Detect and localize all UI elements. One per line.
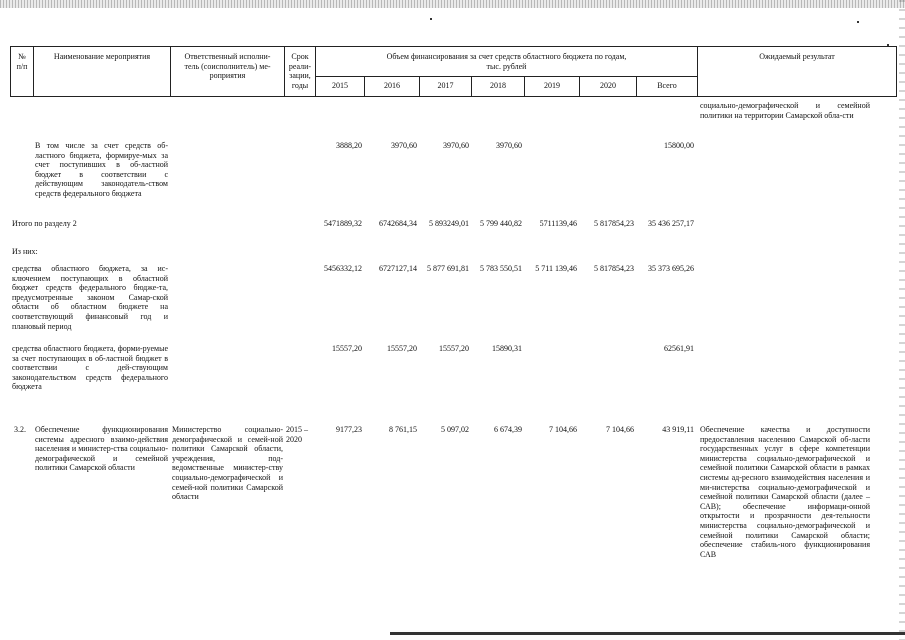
header-col-number: № п/п bbox=[16, 52, 28, 71]
row-total-section2-total: 35 436 257,17 bbox=[648, 219, 694, 228]
row-regional-federal-2015: 15557,20 bbox=[332, 344, 362, 353]
row-total-section2-2017: 5 893249,01 bbox=[429, 219, 469, 228]
row-of-which-label: Из них: bbox=[12, 247, 38, 256]
scan-noise-right bbox=[899, 0, 905, 640]
header-col-term: Срок реали- зации, годы bbox=[288, 52, 312, 90]
item32-2018: 6 674,39 bbox=[494, 425, 522, 434]
scan-speck bbox=[857, 21, 859, 23]
item32-name: Обеспечение функционирования системы адресного взаимо-действия населения и министер-ства социально-демографической и семейной политики Самарской области bbox=[35, 425, 168, 473]
row-regional-excl-name: средства областного бюджета, за ис-ключением поступающих в областной бюджет средств федерального бюдже-та, предусмотренные законом Самар-ской области об областном бюджете на соответствующий финансовый год и плановый период bbox=[12, 264, 168, 331]
row-total-section2-name: Итого по разделу 2 bbox=[12, 219, 77, 228]
header-year-2016: 2016 bbox=[384, 81, 400, 90]
item32-responsible: Министерство социально-демографической и семей-ной политики Самарской области, учреждения, под-ведомственные министер-ству социально-демографической и семей-ной политики Самарской области bbox=[172, 425, 283, 502]
row-regional-federal-2017: 15557,20 bbox=[439, 344, 469, 353]
header-year-2020: 2020 bbox=[600, 81, 616, 90]
scan-noise-top bbox=[0, 0, 905, 8]
row-incl-federal-2018: 3970,60 bbox=[496, 141, 522, 150]
item32-2016: 8 761,15 bbox=[389, 425, 417, 434]
row-regional-excl-2017: 5 877 691,81 bbox=[427, 264, 469, 273]
header-year-2018: 2018 bbox=[490, 81, 506, 90]
item32-2020: 7 104,66 bbox=[606, 425, 634, 434]
item32-2015: 9177,23 bbox=[336, 425, 362, 434]
header-col-responsible: Ответственный исполни- тель (соисполнитель) ме- роприятия bbox=[184, 52, 271, 81]
row-regional-federal-2018: 15890,31 bbox=[492, 344, 522, 353]
row-regional-federal-name: средства областного бюджета, форми-руемые за счет поступающих в об-ластной бюджет в соответствии с дей-ствующим законодательством средств федерального бюджета bbox=[12, 344, 168, 392]
row-total-section2-2020: 5 817854,23 bbox=[594, 219, 634, 228]
row-regional-excl-total: 35 373 695,26 bbox=[648, 264, 694, 273]
item32-2017: 5 097,02 bbox=[441, 425, 469, 434]
row-regional-excl-2019: 5 711 139,46 bbox=[535, 264, 577, 273]
scan-noise-bottom bbox=[390, 632, 905, 635]
row-incl-federal-total: 15800,00 bbox=[664, 141, 694, 150]
row-regional-federal-2016: 15557,20 bbox=[387, 344, 417, 353]
header-year-2019: 2019 bbox=[544, 81, 560, 90]
row-regional-excl-2020: 5 817854,23 bbox=[594, 264, 634, 273]
row-regional-excl-2015: 5456332,12 bbox=[324, 264, 362, 273]
row-regional-excl-2016: 6727127,14 bbox=[379, 264, 417, 273]
header-col-name: Наименование мероприятия bbox=[53, 52, 151, 61]
header-year-2017: 2017 bbox=[437, 81, 454, 90]
row-incl-federal-2017: 3970,60 bbox=[443, 141, 469, 150]
row-total-section2-2016: 6742684,34 bbox=[379, 219, 417, 228]
row-incl-federal-2016: 3970,60 bbox=[391, 141, 417, 150]
row-regional-excl-2018: 5 783 550,51 bbox=[480, 264, 522, 273]
row-total-section2-2018: 5 799 440,82 bbox=[480, 219, 522, 228]
row-incl-federal-2015: 3888,20 bbox=[336, 141, 362, 150]
item32-2019: 7 104,66 bbox=[549, 425, 577, 434]
item32-result: Обеспечение качества и доступности предоставления населению Самарской об-ласти государственных услуг в сфере компетенции министерства социально-демографической и семейной политики Самарской области в рамках системы ад-ресного взаимодействия населения и ми-нистерства социально-демографической и семейной политики Самарской области (далее – САВ); обеспечение информаци-онной открытости и прозрачности дея-тельности министерства социально-демографической и семейной политики Самарской области; обеспечение стабиль-ного функционирования САВ bbox=[700, 425, 870, 559]
row-total-section2-2019: 5711139,46 bbox=[539, 219, 577, 228]
item32-term: 2015 – 2020 bbox=[286, 425, 308, 444]
row-incl-federal-name: В том числе за счет средств об-ластного бюджета, формируе-мых за счет поступивших в об-ластной бюджет в соответствии с действующим законодатель-ством средств федерального бюджета bbox=[35, 141, 168, 198]
scan-speck bbox=[430, 18, 432, 20]
carryover-result: социально-демографической и семейной политики на территории Самарской обла-сти bbox=[700, 101, 870, 120]
item32-total: 43 919,11 bbox=[662, 425, 694, 434]
header-year-total: Всего bbox=[657, 81, 677, 90]
item32-number: 3.2. bbox=[14, 425, 26, 434]
row-total-section2-2015: 5471889,32 bbox=[324, 219, 362, 228]
row-regional-federal-total: 62561,91 bbox=[664, 344, 694, 353]
header-col-funding: Объем финансирования за счет средств областного бюджета по годам, тыс. рублей bbox=[386, 52, 627, 71]
header-year-2015: 2015 bbox=[332, 81, 348, 90]
header-col-result: Ожидаемый результат bbox=[759, 52, 835, 61]
